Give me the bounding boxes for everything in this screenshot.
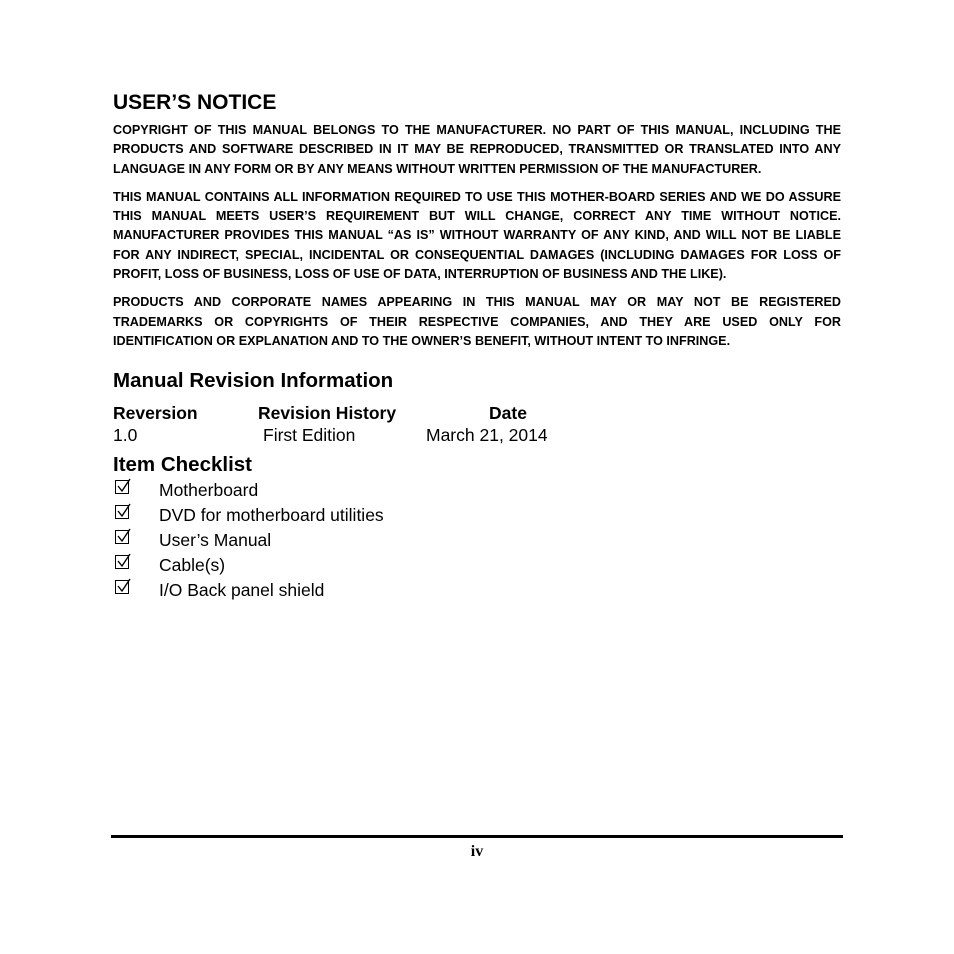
list-item <box>113 528 841 553</box>
revision-cell-version: 1.0 <box>113 425 138 446</box>
footer-divider <box>111 835 843 838</box>
list-item <box>113 553 841 578</box>
revision-table <box>113 402 841 450</box>
revision-header-history: Revision History <box>258 403 397 424</box>
list-item <box>113 503 841 528</box>
notice-paragraph-disclaimer: THIS MANUAL CONTAINS ALL INFORMATION REQUIRED TO USE THIS MOTHER-BOARD SERIES AND WE DO ASSURE THIS MANUAL MEETS USER’S REQUIREMENT BUT WILL CHANGE, CORRECT ANY TIME WITHOUT NOTICE. MANUFACTURER PROVIDES THIS MANUAL “AS IS” WITHOUT WARRANTY OF ANY KIND, AND WILL NOT BE LIABLE FOR ANY INDIRECT, SPECIAL, INCIDENTAL OR CONSEQUENTIAL DAMAGES (INCLUDING DAMAGES FOR LOSS OF PROFIT, LOSS OF BUSINESS, LOSS OF USE OF DATA, INTERRUPTION OF BUSINESS AND THE LIKE). <box>113 189 841 282</box>
list-item <box>113 578 841 603</box>
checklist-item-label: User’s Manual <box>159 530 272 551</box>
revision-header-date: Date <box>489 403 527 424</box>
notice-paragraph-trademarks: PRODUCTS AND CORPORATE NAMES APPEARING IN THIS MANUAL MAY OR MAY NOT BE REGISTERED TRADEMARKS OR COPYRIGHTS OF THEIR RESPECTIVE COMPANIES, AND THEY ARE USED ONLY FOR IDENTIFICATION OR EXPLANATION AND TO THE OWNER’S BENEFIT, WITHOUT INTENT TO INFRINGE. <box>113 295 841 348</box>
checklist-item-label: Motherboard <box>159 480 259 501</box>
revision-info-title: Manual Revision Information <box>113 369 394 393</box>
item-checklist <box>113 478 841 603</box>
list-item <box>113 478 841 503</box>
checked-box-icon <box>115 505 129 519</box>
revision-cell-date: March 21, 2014 <box>426 425 548 446</box>
checked-box-icon <box>115 555 129 569</box>
checklist-item-label: Cable(s) <box>159 555 226 576</box>
checklist-item-label: I/O Back panel shield <box>159 580 325 601</box>
item-checklist-title: Item Checklist <box>113 453 252 477</box>
checked-box-icon <box>115 480 129 494</box>
users-notice-body <box>113 121 841 351</box>
revision-header-reversion: Reversion <box>113 403 198 424</box>
notice-paragraph-copyright: COPYRIGHT OF THIS MANUAL BELONGS TO THE MANUFACTURER. NO PART OF THIS MANUAL, INCLUDING THE PRODUCTS AND SOFTWARE DESCRIBED IN IT MAY BE REPRODUCED, TRANSMITTED OR TRANSLATED INTO ANY LANGUAGE IN ANY FORM OR BY ANY MEANS WITHOUT WRITTEN PERMISSION OF THE MANUFACTURER. <box>113 123 841 176</box>
checklist-item-label: DVD for motherboard utilities <box>159 505 384 526</box>
revision-cell-history: First Edition <box>263 425 356 446</box>
users-notice-title: USER’S NOTICE <box>113 91 277 114</box>
checked-box-icon <box>115 530 129 544</box>
checked-box-icon <box>115 580 129 594</box>
manual-page <box>113 90 841 603</box>
page-number: iv <box>470 843 484 860</box>
